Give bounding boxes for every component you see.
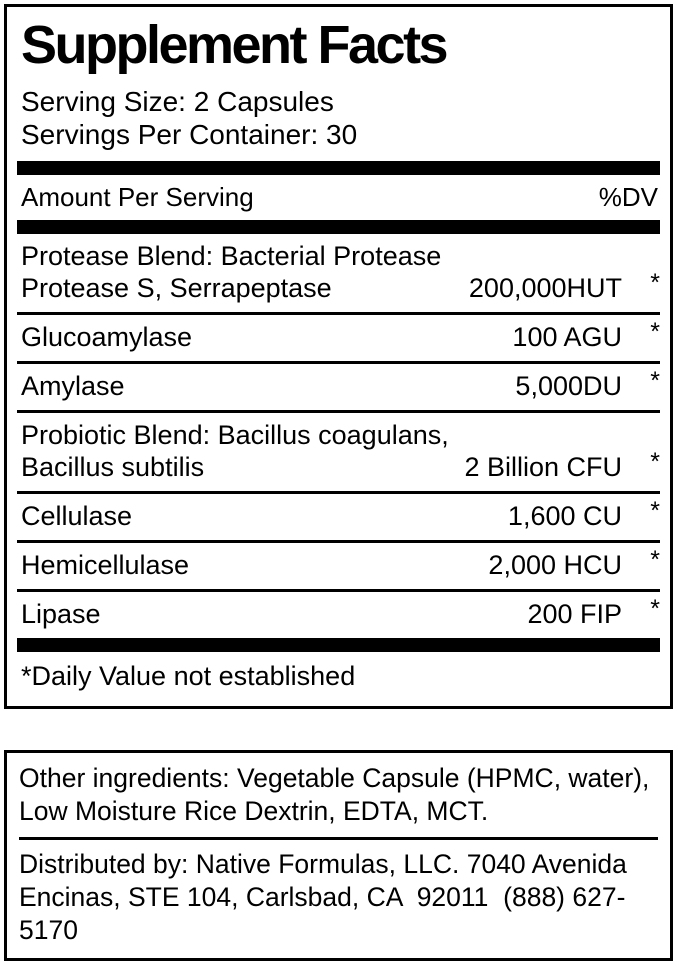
ingredient-amount: 2 Billion CFU xyxy=(464,452,622,482)
ingredient-row-probiotic-blend xyxy=(17,410,660,491)
ingredient-row-cellulase xyxy=(17,491,660,540)
amounts-header-row xyxy=(17,175,660,220)
ingredient-dv-asterisk: * xyxy=(650,318,660,346)
ingredient-name xyxy=(17,321,512,353)
ingredient-name xyxy=(17,240,469,304)
serving-size: Serving Size: 2 Capsules xyxy=(21,86,334,117)
ingredient-name-line1: Protease Blend: Bacterial Protease xyxy=(21,241,442,271)
ingredient-dv-asterisk: * xyxy=(650,497,660,525)
ingredient-dv-asterisk: * xyxy=(650,269,660,297)
ingredient-name xyxy=(17,500,508,532)
ingredient-name-line1: Cellulase xyxy=(21,501,133,531)
separator-bar-thick xyxy=(17,638,660,652)
ingredient-name-line1: Lipase xyxy=(21,599,101,629)
ingredient-name-line1: Hemicellulase xyxy=(21,550,190,580)
ingredient-name xyxy=(17,370,515,402)
ingredient-row-lipase xyxy=(17,589,660,638)
separator-bar-thick xyxy=(17,220,660,234)
separator-bar-thick xyxy=(17,161,660,175)
ingredient-amount: 100 AGU xyxy=(512,322,622,352)
ingredient-amount: 200 FIP xyxy=(527,599,622,629)
ingredient-name-line1: Probiotic Blend: Bacillus coagulans, xyxy=(21,420,449,450)
ingredient-row-glucoamylase xyxy=(17,312,660,361)
ingredient-name-line1: Amylase xyxy=(21,371,125,401)
supplement-facts-panel xyxy=(4,4,673,709)
ingredient-name-line2: Protease S, Serrapeptase xyxy=(21,273,332,303)
ingredient-amount: 1,600 CU xyxy=(507,501,622,531)
amount-per-serving-header: Amount Per Serving xyxy=(21,182,254,212)
ingredient-amount: 5,000DU xyxy=(515,371,622,401)
ingredient-row-hemicellulase xyxy=(17,540,660,589)
ingredient-amount: 200,000HUT xyxy=(468,273,622,303)
ingredient-name xyxy=(17,549,488,581)
dv-header: %DV xyxy=(598,182,658,212)
ingredient-name xyxy=(17,419,464,483)
ingredient-name-line2: Bacillus subtilis xyxy=(21,452,205,482)
ingredient-name-line1: Glucoamylase xyxy=(21,322,193,352)
daily-value-footnote: *Daily Value not established xyxy=(21,661,356,691)
servings-per-container: Servings Per Container: 30 xyxy=(21,119,358,150)
other-ingredients-panel xyxy=(4,750,673,961)
ingredient-dv-asterisk: * xyxy=(650,546,660,574)
ingredient-row-amylase xyxy=(17,361,660,410)
ingredient-dv-asterisk: * xyxy=(650,367,660,395)
ingredient-dv-asterisk: * xyxy=(650,595,660,623)
divider-line xyxy=(19,837,658,840)
ingredient-rows xyxy=(17,234,660,638)
ingredient-name xyxy=(17,598,527,630)
ingredient-dv-asterisk: * xyxy=(650,448,660,476)
panel-title: Supplement Facts xyxy=(21,15,447,75)
other-ingredients-text: Other ingredients: Vegetable Capsule (HPMC, water), Low Moisture Rice Dextrin, EDTA, MCT. xyxy=(19,763,657,826)
ingredient-row-protease-blend xyxy=(17,234,660,312)
distributed-by-text: Distributed by: Native Formulas, LLC. 7040 Avenida Encinas, STE 104, Carlsbad, CA 92011 (888) 627-5170 xyxy=(19,849,635,945)
ingredient-amount: 2,000 HCU xyxy=(488,550,622,580)
